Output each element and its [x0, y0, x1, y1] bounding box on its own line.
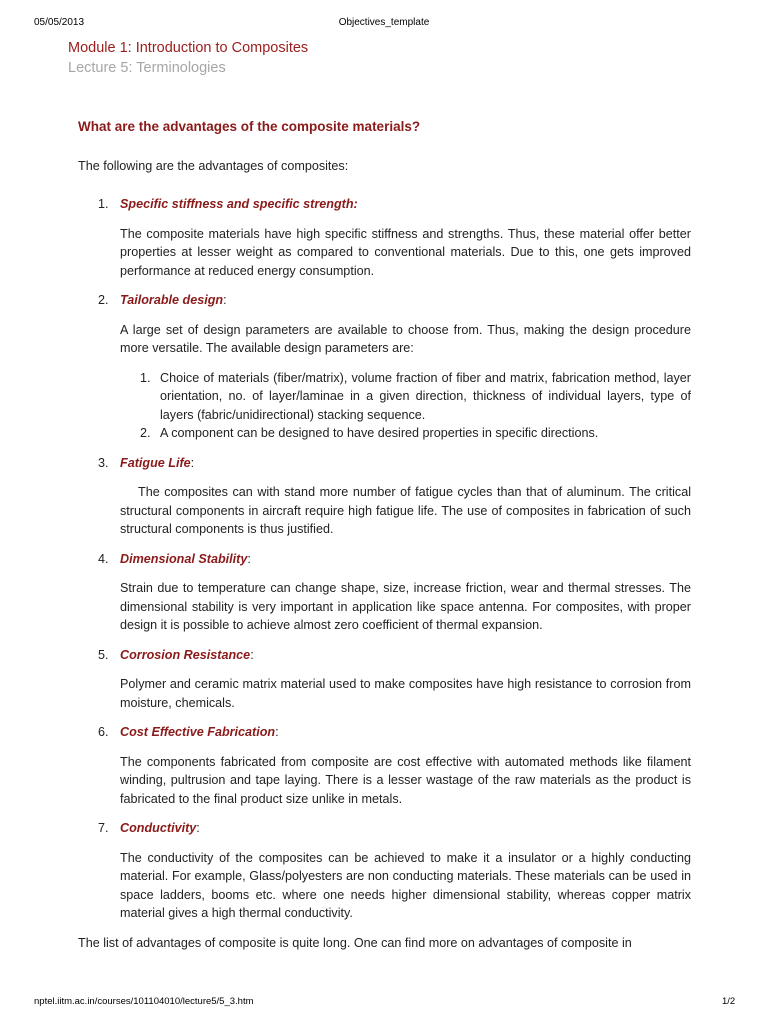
item-title-suffix: :: [196, 821, 200, 835]
item-body: The composites can with stand more number of fatigue cycles than that of aluminum. The critical structural components in aircraft require high fatigue life. The use of composites in fabrication of such structural components is thus justified.: [120, 485, 691, 536]
outro-text: The list of advantages of composite is quite long. One can find more on advantages of composite in: [78, 935, 632, 950]
item-title: Specific stiffness and specific strength:: [120, 197, 358, 211]
item-number: 7.: [98, 821, 109, 835]
advantage-item-7: [78, 819, 691, 923]
item-title: Tailorable design: [120, 293, 224, 307]
item-number: 4.: [98, 551, 109, 566]
sub-item-2: [120, 424, 691, 443]
item-number: 6.: [98, 725, 109, 739]
item-title-suffix: :: [190, 455, 195, 470]
item-title: Cost Effective Fabrication: [120, 725, 276, 739]
print-header-date: 05/05/2013: [34, 17, 85, 28]
advantage-item-4: [78, 550, 691, 635]
item-title: Corrosion Resistance: [120, 647, 251, 662]
item-title-suffix: :: [247, 551, 251, 566]
print-header-title: Objectives_template: [338, 17, 430, 28]
item-title-suffix: :: [250, 647, 254, 662]
item-title: Dimensional Stability: [120, 551, 248, 566]
sub-item-number: 2.: [140, 426, 151, 440]
item-body: The conductivity of the composites can be achieved to make it a insulator or a highly conducting material. For example, Glass/polyesters are non conducting materials. These materials can be used in space ladders, booms etc. where one needs higher dimensional stability, whereas copper matrix material gives a high thermal conductivity.: [120, 850, 691, 920]
print-footer-url: nptel.iitm.ac.in/courses/101104010/lecture5/5_3.htm: [34, 996, 254, 1007]
item-body: A large set of design parameters are available to choose from. Thus, making the design procedure more versatile. The available design parameters are:: [120, 322, 691, 355]
item-number: 5.: [98, 647, 109, 662]
sub-item-number: 1.: [140, 370, 151, 385]
advantage-item-3: [78, 454, 691, 539]
section-heading: What are the advantages of the composite materials?: [78, 119, 421, 134]
item-title: Conductivity: [120, 821, 197, 835]
item-body: The composite materials have high specific stiffness and strengths. Thus, these material offer better properties at lesser weight as compared to conventional materials. Due to this, one gets improved performance at reduced energy consumption.: [120, 226, 691, 278]
item-body: Polymer and ceramic matrix material used to make composites have high resistance to corrosion from moisture, chemicals.: [120, 677, 691, 710]
intro-text: The following are the advantages of composites:: [78, 158, 349, 173]
main-content: [78, 118, 691, 952]
item-body: The components fabricated from composite are cost effective with automated methods like filament winding, pultrusion and tape laying. There is a lesser wastage of the raw materials as the product is fabricated to the final product size unlike in metals.: [120, 754, 691, 806]
item-title: Fatigue Life: [120, 455, 191, 470]
item-body: Strain due to temperature can change shape, size, increase friction, wear and thermal stresses. The dimensional stability is very important in application like space antenna. For composites, with proper design it is possible to achieve almost zero coefficient of thermal expansion.: [120, 581, 691, 632]
advantages-list: [78, 195, 691, 923]
item-title-suffix: :: [223, 293, 227, 307]
advantage-item-6: [78, 723, 691, 808]
sub-item-1: [120, 369, 691, 425]
item-number: 2.: [98, 293, 109, 307]
print-footer-page: 1/2: [722, 996, 736, 1007]
item-number: 3.: [98, 455, 109, 470]
advantage-item-1: [78, 195, 691, 280]
module-title: Module 1: Introduction to Composites: [68, 40, 309, 56]
sub-item-text: A component can be designed to have desired properties in specific directions.: [160, 426, 599, 440]
advantage-item-2: [78, 291, 691, 443]
lecture-title: Lecture 5: Terminologies: [68, 60, 226, 76]
advantage-item-5: [78, 646, 691, 713]
item-title-suffix: :: [275, 725, 279, 739]
design-parameters-list: [120, 369, 691, 443]
item-number: 1.: [98, 197, 109, 211]
sub-item-text: Choice of materials (fiber/matrix), volume fraction of fiber and matrix, fabrication method, layer orientation, no. of layer/laminae in a given direction, thickness of individual layers, type of layers (fabric/unidirectional) stacking sequence.: [160, 370, 691, 422]
